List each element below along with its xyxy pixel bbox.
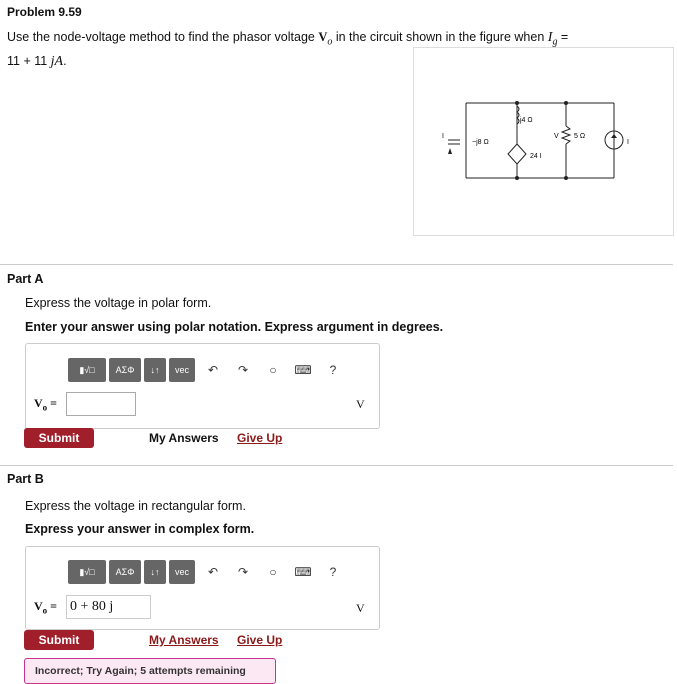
undo-icon[interactable]: ↶ — [207, 565, 219, 579]
part-a-toolbar — [68, 356, 348, 384]
part-b-label: Part B — [7, 472, 44, 486]
reset-icon[interactable]: ○ — [269, 363, 277, 377]
vec-button[interactable]: vec — [169, 358, 195, 382]
part-a-my-answers-link[interactable]: My Answers — [149, 431, 219, 445]
undo-icon[interactable]: ↶ — [207, 363, 219, 377]
part-a-label: Part A — [7, 272, 44, 286]
problem-title: Problem 9.59 — [7, 5, 82, 19]
label-dep: 24 I — [530, 153, 542, 160]
part-b-unit: V — [356, 601, 365, 615]
label-mj8: −j8 Ω — [472, 139, 489, 146]
part-a-hint: Enter your answer using polar notation. Express argument in degrees. — [25, 320, 444, 334]
part-a-give-up-link[interactable]: Give Up — [237, 431, 283, 445]
label-vo: V — [554, 133, 559, 140]
vec-button[interactable]: vec — [169, 560, 195, 584]
redo-icon[interactable]: ↷ — [237, 565, 249, 579]
part-b-answer-box — [25, 546, 380, 630]
redo-icon[interactable]: ↷ — [237, 363, 249, 377]
part-b-feedback: Incorrect; Try Again; 5 attempts remaining — [24, 658, 276, 684]
part-b-my-answers-link[interactable]: My Answers — [149, 633, 219, 647]
part-a-submit-button[interactable]: Submit — [24, 428, 94, 448]
label-5ohm: 5 Ω — [574, 133, 586, 140]
part-a-answer-box — [25, 343, 380, 429]
divider — [0, 264, 673, 265]
greek-button[interactable]: ΑΣΦ — [109, 560, 141, 584]
keyboard-icon[interactable]: ⌨ — [294, 363, 312, 377]
label-idelta: I — [627, 139, 629, 146]
label-j4: j4 Ω — [520, 117, 533, 124]
problem-statement: Use the node-voltage method to find the phasor voltage $V_o$ in the circuit shown in the figure when $I_g$ = 11 + 11 jA. — [7, 30, 569, 69]
divider — [0, 465, 673, 466]
part-a-var-label: $V_o$ = — [34, 396, 58, 413]
templates-button[interactable]: ▮√□ — [68, 358, 106, 382]
part-b-toolbar — [68, 558, 348, 586]
arrows-button[interactable]: ↓↑ — [144, 358, 166, 382]
templates-button[interactable]: ▮√□ — [68, 560, 106, 584]
part-a-unit: V — [356, 397, 365, 411]
greek-button[interactable]: ΑΣΦ — [109, 358, 141, 382]
circuit-diagram — [414, 48, 673, 235]
part-b-answer-input[interactable]: 0 + 80 j — [66, 595, 151, 619]
help-icon[interactable]: ? — [329, 565, 337, 579]
part-b-instruction: Express the voltage in rectangular form. — [25, 499, 246, 513]
part-b-give-up-link[interactable]: Give Up — [237, 633, 283, 647]
part-b-hint: Express your answer in complex form. — [25, 522, 255, 536]
part-a-answer-input[interactable] — [66, 392, 136, 416]
help-icon[interactable]: ? — [329, 363, 337, 377]
part-a-instruction: Express the voltage in polar form. — [25, 296, 212, 310]
reset-icon[interactable]: ○ — [269, 565, 277, 579]
arrows-button[interactable]: ↓↑ — [144, 560, 166, 584]
part-b-var-label: $V_o$ = — [34, 599, 58, 616]
part-b-submit-button[interactable]: Submit — [24, 630, 94, 650]
circuit-figure — [413, 47, 674, 236]
label-ig: I — [442, 133, 444, 140]
keyboard-icon[interactable]: ⌨ — [294, 565, 312, 579]
